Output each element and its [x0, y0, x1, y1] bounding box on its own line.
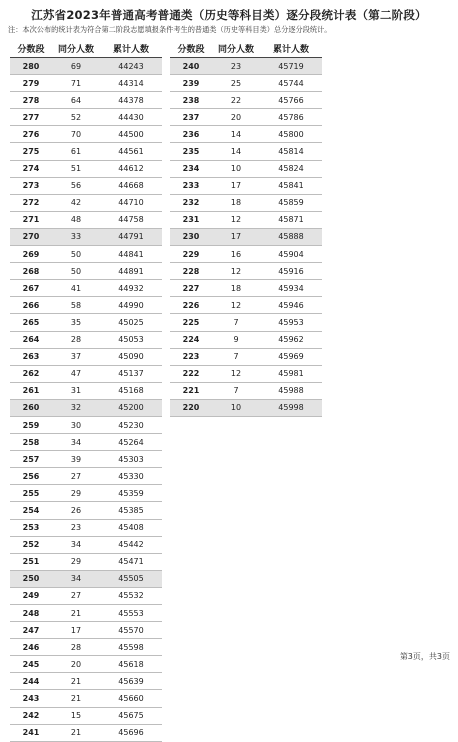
- table-row: [170, 382, 322, 399]
- cumulative-count-cell: 45744: [260, 75, 322, 92]
- cumulative-count-cell: 45800: [260, 126, 322, 143]
- table-row: [170, 126, 322, 143]
- score-cell: 273: [10, 177, 52, 194]
- score-cell: 244: [10, 673, 52, 690]
- cumulative-count-cell: 45359: [100, 485, 162, 502]
- cumulative-count-cell: 45408: [100, 519, 162, 536]
- cumulative-count-cell: 45696: [100, 724, 162, 741]
- table-row: [10, 382, 162, 399]
- table-row: [10, 451, 162, 468]
- page-title: 江苏省2023年普通高考普通类（历史等科目类）逐分段统计表（第二阶段）: [31, 8, 427, 22]
- score-cell: 272: [10, 194, 52, 211]
- cumulative-count-cell: 45303: [100, 451, 162, 468]
- cumulative-count-cell: 44932: [100, 280, 162, 297]
- same-count-cell: 14: [212, 143, 260, 160]
- score-table-left: [10, 40, 162, 742]
- same-count-cell: 35: [52, 314, 100, 331]
- same-count-cell: 41: [52, 280, 100, 297]
- score-cell: 234: [170, 160, 212, 177]
- same-count-cell: 7: [212, 382, 260, 399]
- table-row: [10, 416, 162, 433]
- score-cell: 226: [170, 297, 212, 314]
- table-row: [10, 365, 162, 382]
- cumulative-count-cell: 45916: [260, 263, 322, 280]
- score-cell: 262: [10, 365, 52, 382]
- score-cell: 275: [10, 143, 52, 160]
- header-cumulative-count: 累计人数: [260, 40, 322, 58]
- cumulative-count-cell: 44561: [100, 143, 162, 160]
- table-row: [170, 177, 322, 194]
- table-row: [10, 331, 162, 348]
- table-row: [170, 143, 322, 160]
- cumulative-count-cell: 44430: [100, 109, 162, 126]
- same-count-cell: 16: [212, 246, 260, 263]
- cumulative-count-cell: 45841: [260, 177, 322, 194]
- cumulative-count-cell: 45385: [100, 502, 162, 519]
- cumulative-count-cell: 45137: [100, 365, 162, 382]
- score-cell: 261: [10, 382, 52, 399]
- cumulative-count-cell: 45859: [260, 194, 322, 211]
- table-row: [10, 211, 162, 228]
- same-count-cell: 18: [212, 194, 260, 211]
- same-count-cell: 28: [52, 639, 100, 656]
- cumulative-count-cell: 45264: [100, 434, 162, 451]
- cumulative-count-cell: 45969: [260, 348, 322, 365]
- cumulative-count-cell: 44791: [100, 228, 162, 245]
- table-row: [10, 92, 162, 109]
- table-row: [170, 58, 322, 75]
- same-count-cell: 33: [52, 228, 100, 245]
- header-cumulative-count: 累计人数: [100, 40, 162, 58]
- cumulative-count-cell: 45660: [100, 690, 162, 707]
- score-cell: 245: [10, 656, 52, 673]
- table-row: [10, 297, 162, 314]
- cumulative-count-cell: 45981: [260, 365, 322, 382]
- score-cell: 280: [10, 58, 52, 75]
- score-cell: 276: [10, 126, 52, 143]
- same-count-cell: 39: [52, 451, 100, 468]
- same-count-cell: 71: [52, 75, 100, 92]
- cumulative-count-cell: 45814: [260, 143, 322, 160]
- same-count-cell: 12: [212, 297, 260, 314]
- score-cell: 237: [170, 109, 212, 126]
- cumulative-count-cell: 45025: [100, 314, 162, 331]
- table-row: [10, 656, 162, 673]
- same-count-cell: 10: [212, 160, 260, 177]
- same-count-cell: 42: [52, 194, 100, 211]
- table-row: [10, 246, 162, 263]
- same-count-cell: 27: [52, 468, 100, 485]
- score-cell: 263: [10, 348, 52, 365]
- table-row: [10, 177, 162, 194]
- cumulative-count-cell: 44710: [100, 194, 162, 211]
- table-row: [170, 228, 322, 245]
- score-cell: 223: [170, 348, 212, 365]
- score-cell: 252: [10, 536, 52, 553]
- score-cell: 221: [170, 382, 212, 399]
- score-cell: 264: [10, 331, 52, 348]
- table-row: [10, 280, 162, 297]
- cumulative-count-cell: 45946: [260, 297, 322, 314]
- table-row: [10, 707, 162, 724]
- same-count-cell: 50: [52, 263, 100, 280]
- cumulative-count-cell: 45786: [260, 109, 322, 126]
- score-cell: 232: [170, 194, 212, 211]
- score-cell: 270: [10, 228, 52, 245]
- score-cell: 240: [170, 58, 212, 75]
- score-cell: 259: [10, 416, 52, 433]
- same-count-cell: 15: [52, 707, 100, 724]
- same-count-cell: 9: [212, 331, 260, 348]
- score-cell: 236: [170, 126, 212, 143]
- table-row: [170, 331, 322, 348]
- table-row: [10, 673, 162, 690]
- score-cell: 253: [10, 519, 52, 536]
- same-count-cell: 27: [52, 587, 100, 604]
- score-cell: 255: [10, 485, 52, 502]
- cumulative-count-cell: 45618: [100, 656, 162, 673]
- score-cell: 238: [170, 92, 212, 109]
- cumulative-count-cell: 44243: [100, 58, 162, 75]
- cumulative-count-cell: 45168: [100, 382, 162, 399]
- same-count-cell: 12: [212, 211, 260, 228]
- score-cell: 242: [10, 707, 52, 724]
- header-same-count: 同分人数: [52, 40, 100, 58]
- score-cell: 246: [10, 639, 52, 656]
- same-count-cell: 23: [52, 519, 100, 536]
- cumulative-count-cell: 45090: [100, 348, 162, 365]
- cumulative-count-cell: 44378: [100, 92, 162, 109]
- score-table-right: [170, 40, 322, 417]
- cumulative-count-cell: 45639: [100, 673, 162, 690]
- score-cell: 260: [10, 399, 52, 416]
- table-row: [10, 622, 162, 639]
- table-row: [170, 194, 322, 211]
- table-row: [170, 246, 322, 263]
- table-row: [10, 263, 162, 280]
- table-row: [10, 75, 162, 92]
- same-count-cell: 47: [52, 365, 100, 382]
- table-row: [170, 280, 322, 297]
- same-count-cell: 48: [52, 211, 100, 228]
- same-count-cell: 12: [212, 263, 260, 280]
- score-cell: 266: [10, 297, 52, 314]
- table-note: 注：本次公布的统计表为符合第二阶段志愿填报条件考生的普通类（历史等科目类）总分逐分段统计。: [8, 25, 332, 34]
- table-row: [10, 160, 162, 177]
- same-count-cell: 32: [52, 399, 100, 416]
- score-cell: 258: [10, 434, 52, 451]
- same-count-cell: 34: [52, 570, 100, 587]
- cumulative-count-cell: 45553: [100, 605, 162, 622]
- same-count-cell: 18: [212, 280, 260, 297]
- cumulative-count-cell: 45824: [260, 160, 322, 177]
- score-cell: 239: [170, 75, 212, 92]
- table-row: [10, 553, 162, 570]
- same-count-cell: 29: [52, 485, 100, 502]
- cumulative-count-cell: 45888: [260, 228, 322, 245]
- score-cell: 250: [10, 570, 52, 587]
- table-row: [10, 228, 162, 245]
- same-count-cell: 31: [52, 382, 100, 399]
- cumulative-count-cell: 45934: [260, 280, 322, 297]
- score-cell: 241: [10, 724, 52, 741]
- table-row: [10, 58, 162, 75]
- cumulative-count-cell: 44500: [100, 126, 162, 143]
- score-cell: 268: [10, 263, 52, 280]
- cumulative-count-cell: 45598: [100, 639, 162, 656]
- score-cell: 227: [170, 280, 212, 297]
- table-row: [170, 399, 322, 416]
- cumulative-count-cell: 45904: [260, 246, 322, 263]
- same-count-cell: 28: [52, 331, 100, 348]
- table-row: [170, 109, 322, 126]
- same-count-cell: 21: [52, 724, 100, 741]
- same-count-cell: 70: [52, 126, 100, 143]
- same-count-cell: 56: [52, 177, 100, 194]
- table-row: [10, 468, 162, 485]
- score-cell: 243: [10, 690, 52, 707]
- score-cell: 228: [170, 263, 212, 280]
- score-cell: 278: [10, 92, 52, 109]
- same-count-cell: 12: [212, 365, 260, 382]
- page-number: 第3页，共3页: [399, 652, 450, 661]
- same-count-cell: 64: [52, 92, 100, 109]
- cumulative-count-cell: 45998: [260, 399, 322, 416]
- cumulative-count-cell: 45675: [100, 707, 162, 724]
- same-count-cell: 50: [52, 246, 100, 263]
- same-count-cell: 14: [212, 126, 260, 143]
- table-row: [170, 263, 322, 280]
- table-row: [170, 365, 322, 382]
- table-row: [10, 502, 162, 519]
- same-count-cell: 17: [52, 622, 100, 639]
- same-count-cell: 52: [52, 109, 100, 126]
- score-cell: 224: [170, 331, 212, 348]
- table-row: [10, 399, 162, 416]
- header-score-band: 分数段: [170, 40, 212, 58]
- table-row: [10, 519, 162, 536]
- score-cell: 265: [10, 314, 52, 331]
- same-count-cell: 25: [212, 75, 260, 92]
- header-same-count: 同分人数: [212, 40, 260, 58]
- same-count-cell: 17: [212, 177, 260, 194]
- score-cell: 271: [10, 211, 52, 228]
- score-cell: 225: [170, 314, 212, 331]
- cumulative-count-cell: 45505: [100, 570, 162, 587]
- table-row: [10, 639, 162, 656]
- score-cell: 274: [10, 160, 52, 177]
- table-header-row: [170, 40, 322, 58]
- cumulative-count-cell: 45471: [100, 553, 162, 570]
- score-cell: 231: [170, 211, 212, 228]
- cumulative-count-cell: 45442: [100, 536, 162, 553]
- cumulative-count-cell: 44668: [100, 177, 162, 194]
- score-cell: 269: [10, 246, 52, 263]
- cumulative-count-cell: 44314: [100, 75, 162, 92]
- same-count-cell: 61: [52, 143, 100, 160]
- same-count-cell: 7: [212, 314, 260, 331]
- table-row: [10, 587, 162, 604]
- cumulative-count-cell: 44612: [100, 160, 162, 177]
- score-cell: 230: [170, 228, 212, 245]
- table-row: [170, 92, 322, 109]
- table-row: [170, 211, 322, 228]
- cumulative-count-cell: 45719: [260, 58, 322, 75]
- table-row: [10, 126, 162, 143]
- table-row: [10, 536, 162, 553]
- same-count-cell: 29: [52, 553, 100, 570]
- cumulative-count-cell: 44891: [100, 263, 162, 280]
- cumulative-count-cell: 45988: [260, 382, 322, 399]
- same-count-cell: 51: [52, 160, 100, 177]
- table-row: [10, 724, 162, 741]
- header-score-band: 分数段: [10, 40, 52, 58]
- score-cell: 247: [10, 622, 52, 639]
- same-count-cell: 20: [212, 109, 260, 126]
- score-cell: 233: [170, 177, 212, 194]
- score-cell: 248: [10, 605, 52, 622]
- table-row: [10, 109, 162, 126]
- same-count-cell: 58: [52, 297, 100, 314]
- table-row: [10, 690, 162, 707]
- same-count-cell: 34: [52, 434, 100, 451]
- same-count-cell: 69: [52, 58, 100, 75]
- cumulative-count-cell: 45953: [260, 314, 322, 331]
- score-cell: 267: [10, 280, 52, 297]
- score-cell: 277: [10, 109, 52, 126]
- table-row: [10, 434, 162, 451]
- score-cell: 222: [170, 365, 212, 382]
- cumulative-count-cell: 45053: [100, 331, 162, 348]
- table-row: [170, 348, 322, 365]
- cumulative-count-cell: 45230: [100, 416, 162, 433]
- same-count-cell: 34: [52, 536, 100, 553]
- score-cell: 254: [10, 502, 52, 519]
- table-row: [10, 194, 162, 211]
- table-header-row: [10, 40, 162, 58]
- same-count-cell: 21: [52, 690, 100, 707]
- same-count-cell: 20: [52, 656, 100, 673]
- cumulative-count-cell: 45962: [260, 331, 322, 348]
- score-cell: 251: [10, 553, 52, 570]
- score-cell: 220: [170, 399, 212, 416]
- table-row: [10, 485, 162, 502]
- score-cell: 279: [10, 75, 52, 92]
- same-count-cell: 26: [52, 502, 100, 519]
- cumulative-count-cell: 44841: [100, 246, 162, 263]
- same-count-cell: 10: [212, 399, 260, 416]
- score-cell: 229: [170, 246, 212, 263]
- cumulative-count-cell: 45532: [100, 587, 162, 604]
- same-count-cell: 21: [52, 673, 100, 690]
- cumulative-count-cell: 44990: [100, 297, 162, 314]
- same-count-cell: 30: [52, 416, 100, 433]
- same-count-cell: 22: [212, 92, 260, 109]
- cumulative-count-cell: 45570: [100, 622, 162, 639]
- cumulative-count-cell: 45766: [260, 92, 322, 109]
- table-row: [10, 314, 162, 331]
- cumulative-count-cell: 45330: [100, 468, 162, 485]
- table-row: [10, 143, 162, 160]
- table-row: [170, 297, 322, 314]
- same-count-cell: 23: [212, 58, 260, 75]
- score-cell: 256: [10, 468, 52, 485]
- table-row: [10, 570, 162, 587]
- table-row: [170, 160, 322, 177]
- table-row: [170, 314, 322, 331]
- score-cell: 249: [10, 587, 52, 604]
- table-row: [10, 348, 162, 365]
- cumulative-count-cell: 45200: [100, 399, 162, 416]
- same-count-cell: 7: [212, 348, 260, 365]
- table-row: [10, 605, 162, 622]
- score-cell: 257: [10, 451, 52, 468]
- same-count-cell: 21: [52, 605, 100, 622]
- cumulative-count-cell: 44758: [100, 211, 162, 228]
- same-count-cell: 37: [52, 348, 100, 365]
- table-row: [170, 75, 322, 92]
- same-count-cell: 17: [212, 228, 260, 245]
- cumulative-count-cell: 45871: [260, 211, 322, 228]
- score-cell: 235: [170, 143, 212, 160]
